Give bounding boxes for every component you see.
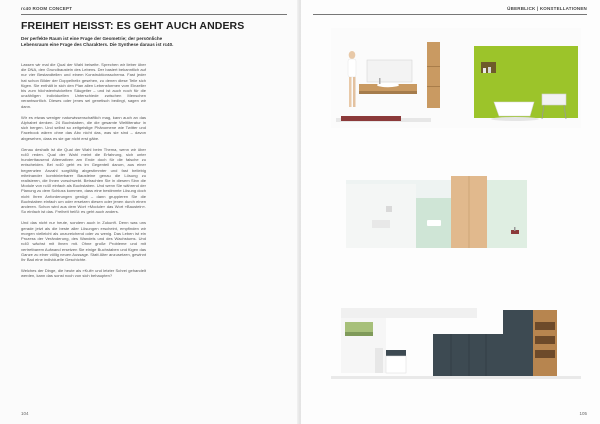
floor-line (331, 376, 581, 379)
article-subtitle: Der perfekte Raum ist eine Frage der Geometrie; der persönliche Lebensraum eine Frage des Charakters. Die Synthese daraus ist rc40. (21, 36, 174, 47)
body-paragraph: Wir es etwas weniger naturwissenschaftlich mag, kann auch an das Alphabet denken. 24 Buchstaben, die die gesamte Weltliteratur in sich bergen. Und selbst so zeitgeistige Phänomene wie Twitter und Facebook wären ohne das Abc nicht das, was sie sind – davon abgesehen, dass es sie gar nicht erst gäbe. (21, 114, 146, 141)
article-title: FREIHEIT HEISST: ES GEHT AUCH ANDERS (21, 20, 245, 32)
person-head (349, 51, 356, 59)
wall-mirror (367, 60, 412, 82)
shower-glass (346, 184, 416, 248)
body-paragraph: Und das nicht nur heute, sondern auch in Zukunft. Denn was uns gerade jetzt als die beste aller Lösungen erscheint, empfinden wir morgen vielleicht als unzureichend oder zu wenig. Das Leben ist ein Prozess der Veränderung, des Wandels und des Wachstums. Und rc40 wächst mit Ihnen mit. Ohne große Probleme und mit vertretbarem Aufwand ersetzen Sie einige Buchstaben und fügen das Ganze zu einer völlig neuen Aussage. Statt Alter anzusetzen, gewinnt Ihr Bad eine individuelle Geschichte. (21, 220, 146, 262)
glass-divider (375, 348, 383, 373)
lounge-chair (542, 94, 566, 105)
page-number-right: 105 (579, 411, 587, 416)
oak-tall-cabinet (427, 42, 440, 108)
sink-cabinet-top (386, 350, 406, 356)
ceiling-soffit (341, 308, 477, 318)
faucet (379, 78, 381, 84)
freestanding-bathtub (494, 102, 534, 116)
wash-cabinet (372, 220, 390, 228)
article-body (21, 62, 146, 285)
running-header-right: ÜBERBLICK | KONSTELLATIONEN (507, 6, 587, 11)
running-header-left: rc40 ROOM CONCEPT (21, 6, 73, 11)
person-leg (353, 77, 356, 107)
person-towel (348, 59, 356, 77)
bathroom-scene-green (331, 28, 581, 128)
person-leg (349, 77, 352, 107)
header-rule-right (313, 14, 587, 15)
tub-shadow (491, 117, 539, 121)
page-number-left: 104 (21, 411, 29, 416)
bath-rug (341, 116, 401, 121)
mint-wall-right (487, 180, 527, 248)
body-paragraph: Lassen wir mal die Qual der Wahl beiseite. Sprechen wir lieber über die DNA, den Grundbaustein des Lebens. Der basiert bekanntlich auf nur vier Bestandteilen und einem Konstruktionsschema. Fast jeder hat schon Bilder der Doppelhelix gesehen, zu denen diese Teile sich fügen. Sie enthält in sich den Plan allen Lebensformen vom Einzeller bis zum höchstentwickelten Säugetier – und ist auch noch für die unzähligen individuellen Unterschiede zwischen Menschen verantwortlich. Dieses oder jenes sei genetisch bedingt, sagen wir dann. (21, 62, 146, 109)
wall-toilet (427, 220, 441, 226)
right-page (301, 0, 600, 424)
petrol-cabinet-bank (433, 334, 503, 376)
wall-shelf-item (386, 206, 392, 212)
body-paragraph: Welches der Dinge, die heute als »Kult« und letzter Schrei gehandelt werden, kann das sonst noch von sich behaupten? (21, 268, 146, 279)
sink-cabinet (386, 356, 406, 373)
bathroom-scene-mint (331, 170, 581, 252)
petrol-tall-cabinet (503, 310, 533, 376)
left-page (0, 0, 299, 424)
vanity-edge (359, 91, 417, 94)
header-rule-left (21, 14, 287, 15)
bathroom-scene-petrol (331, 300, 581, 382)
body-paragraph: Genau deshalb ist die Qual der Wahl beim Thema, wenn wir über rc40 reden. Qual der Wahl meint die Erfahrung, sich unter hunderttausend Alternativen am Ende doch für die falsche zu entscheiden. Bei rc40 geht es im Gegenteil darum, aus einer begrenzten Anzahl sorgfältig abgestimmter und fast beliebig miteinander kombinierbarer Bausteine genau die Lösung zu realisieren, die Ihnen vorschwebt. Betrachten Sie in diesem Sinn die Module von rc40 einfach als Buchstaben. Und wenn Sie während der Planung zu dem Schluss kommen, dass eine bestimmte Lösung doch nicht Ihren Anforderungen genügt – dann gruppieren Sie die Buchstaben einfach um oder ersetzen diesen oder jenen durch einen anderen. Schon wird aus dem Wort »Module« das Wort »Baustein«. So einfach ist das. Freiheit heißt: es geht auch anders. (21, 146, 146, 215)
